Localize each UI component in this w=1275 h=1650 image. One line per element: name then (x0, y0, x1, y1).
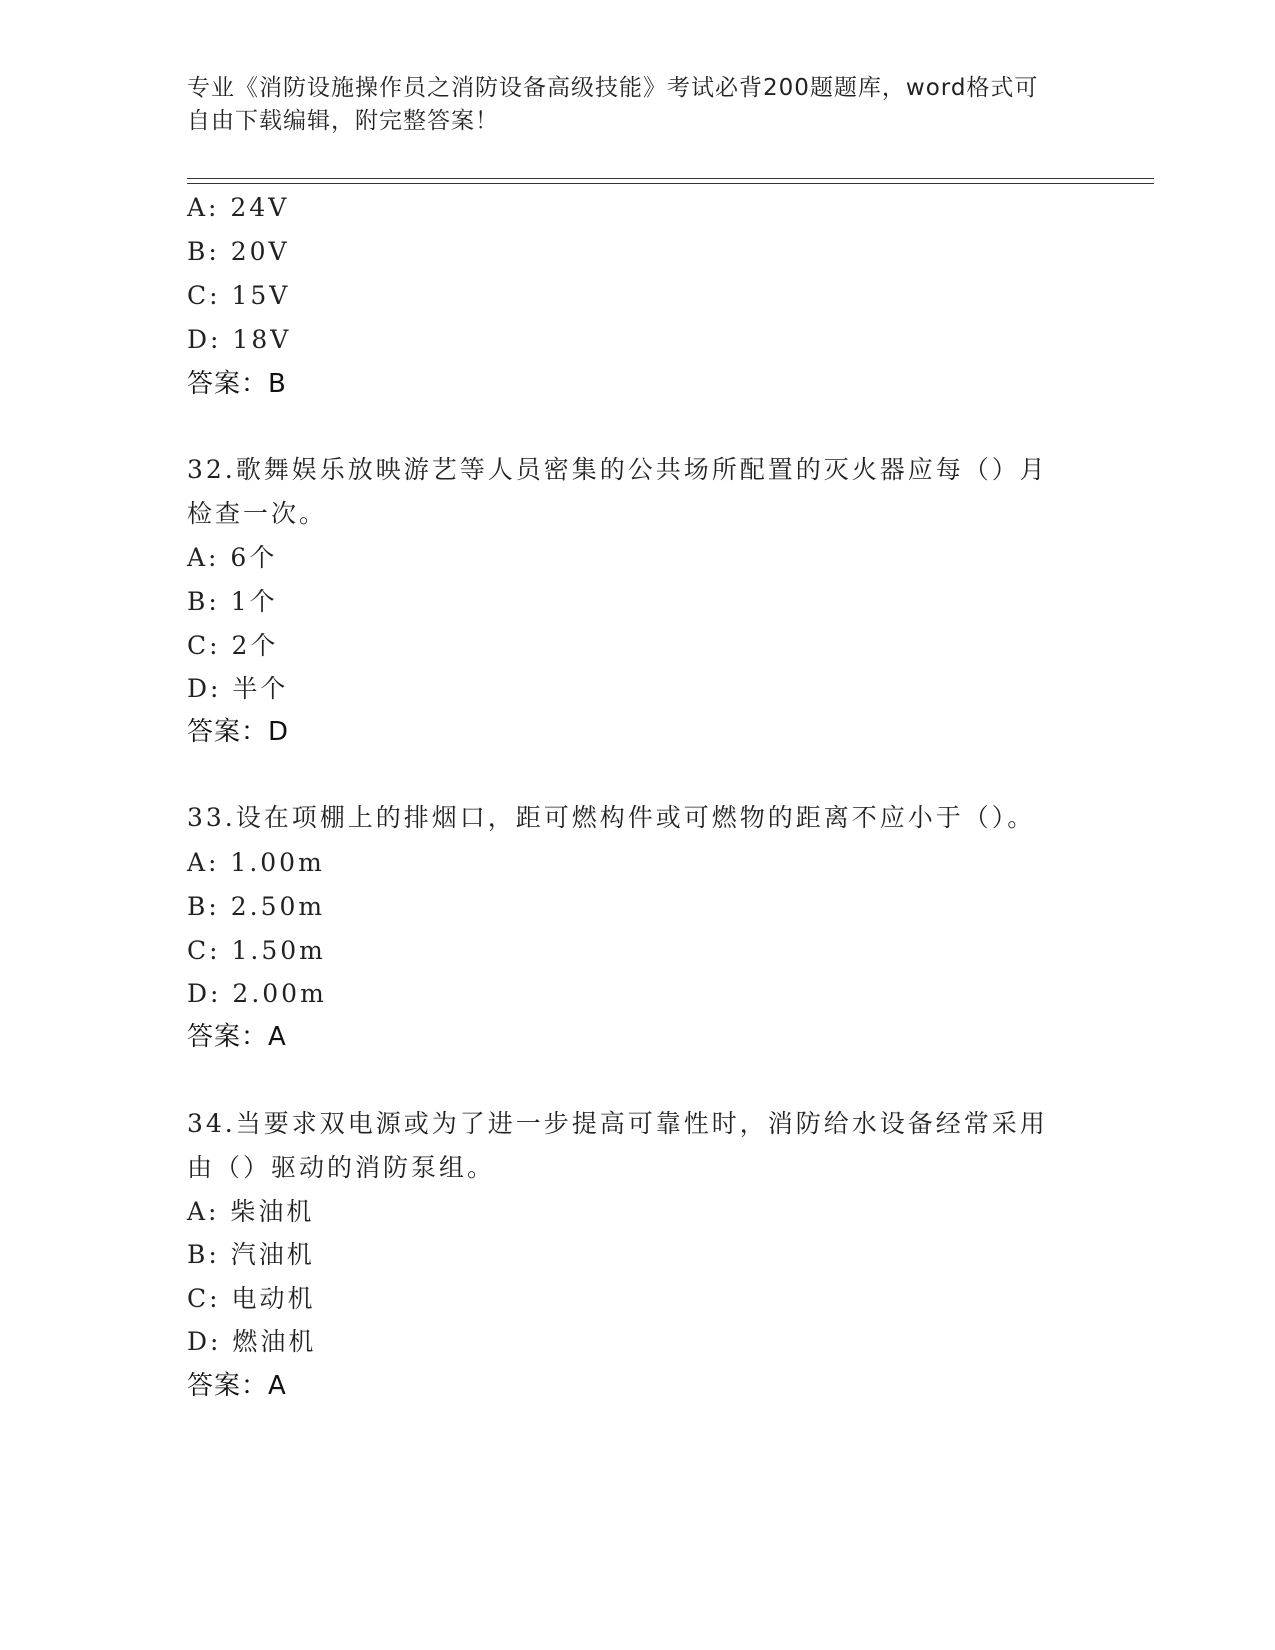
option-d: D: 2.00m (187, 979, 327, 1008)
option-a: A: 1.00m (187, 848, 325, 877)
option-b: B: 20V (187, 237, 290, 266)
option-b: B: 汽油机 (187, 1240, 315, 1269)
answer-label: 答案：D (187, 717, 290, 747)
header-line-2: 自由下载编辑，附完整答案！ (187, 108, 499, 134)
question-stem: 32.歌舞娱乐放映游艺等人员密集的公共场所配置的灭火器应每（）月 (187, 455, 1048, 484)
answer-label: 答案：A (187, 1022, 287, 1052)
option-d: D: 18V (187, 325, 292, 354)
option-d: D: 燃油机 (187, 1327, 317, 1356)
header-divider-top (187, 178, 1154, 179)
header-line-1: 专业《消防设施操作员之消防设备高级技能》考试必背200题题库，word格式可 (187, 75, 1039, 101)
option-b: B: 1个 (187, 587, 278, 616)
option-c: C: 电动机 (187, 1284, 316, 1313)
document-header (187, 72, 1067, 138)
option-d: D: 半个 (187, 674, 289, 703)
question-stem-continued: 由（）驱动的消防泵组。 (187, 1153, 496, 1182)
option-c: C: 2个 (187, 631, 279, 660)
option-a: A: 24V (187, 193, 290, 222)
option-a: A: 6个 (187, 543, 278, 572)
question-stem: 34.当要求双电源或为了进一步提高可靠性时，消防给水设备经常采用 (187, 1109, 1048, 1138)
question-stem-continued: 检查一次。 (187, 499, 328, 528)
option-c: C: 1.50m (187, 936, 326, 965)
answer-label: 答案：B (187, 369, 287, 399)
question-stem: 33.设在项棚上的排烟口，距可燃构件或可燃物的距离不应小于（）。 (187, 803, 1036, 832)
answer-label: 答案：A (187, 1371, 287, 1401)
option-b: B: 2.50m (187, 892, 326, 921)
option-a: A: 柴油机 (187, 1197, 315, 1226)
header-divider-bottom (187, 183, 1154, 184)
option-c: C: 15V (187, 281, 291, 310)
